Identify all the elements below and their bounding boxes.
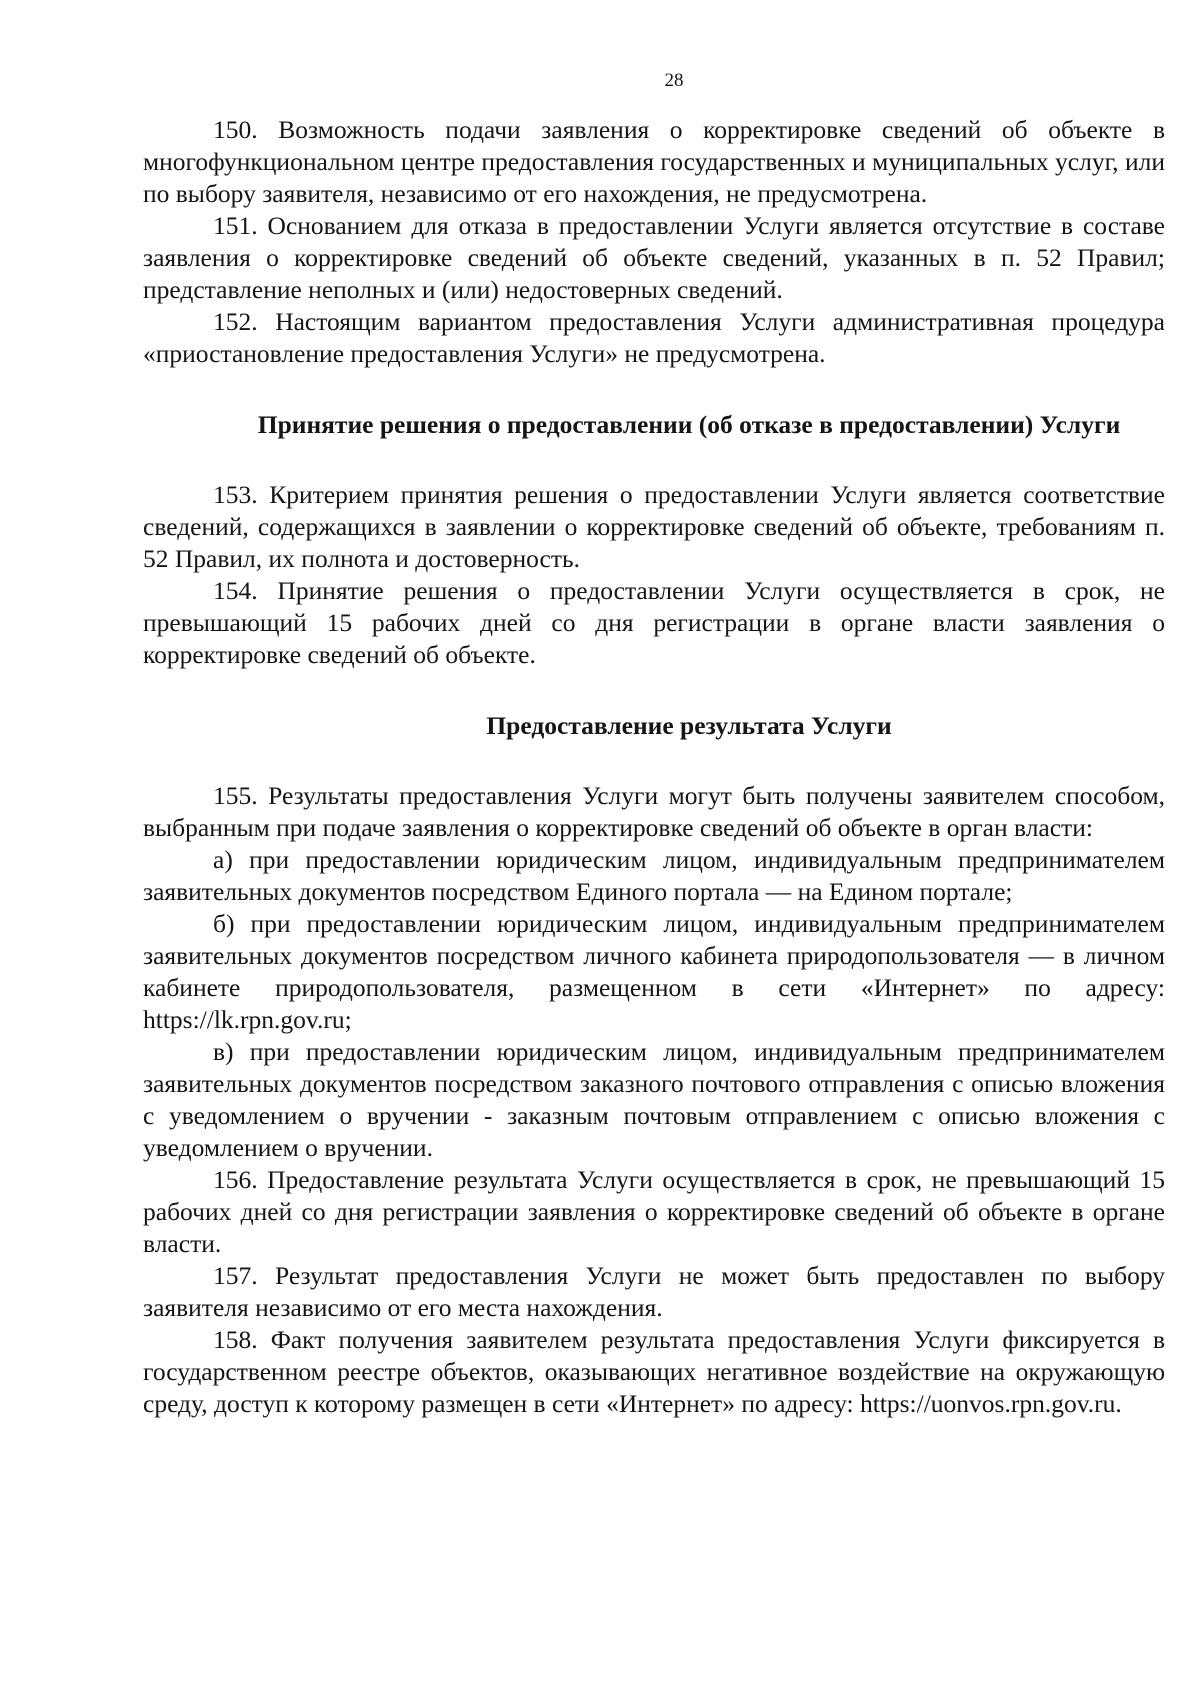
- document-page: [143, 70, 1165, 1420]
- paragraph-155: 155. Результаты предоставления Услуги могут быть получены заявителем способом, выбранным при подаче заявления о корректировке сведений об объекте в орган власти:: [143, 781, 1165, 842]
- paragraph-150: 150. Возможность подачи заявления о корректировке сведений об объекте в многофункциональном центре предоставления государственных и муниципальных услуг, или по выбору заявителя, независимо от его нахождения, не предусмотрена.: [143, 115, 1165, 208]
- section-heading-decision: Принятие решения о предоставлении (об отказе в предоставлении) Услуги: [257, 410, 1121, 439]
- paragraph-153: 153. Критерием принятия решения о предоставлении Услуги является соответствие сведений, содержащихся в заявлении о корректировке сведений об объекте, требованиям п. 52 Правил, их полнота и достоверность.: [143, 480, 1165, 573]
- section-heading-result: Предоставление результата Услуги: [486, 711, 892, 740]
- page-number: 28: [664, 70, 684, 91]
- paragraph-156: 156. Предоставление результата Услуги осуществляется в срок, не превышающий 15 рабочих дней со дня регистрации заявления о корректировке сведений об объекте в органе власти.: [143, 1165, 1165, 1258]
- paragraph-157: 157. Результат предоставления Услуги не может быть предоставлен по выбору заявителя независимо от его места нахождения.: [143, 1261, 1165, 1322]
- paragraph-155-b: б) при предоставлении юридическим лицом, индивидуальным предпринимателем заявительных документов посредством личного кабинета природопользователя — в личном кабинете природопользователя, размещенном в сети «Интернет» по адресу: https://lk.rpn.gov.ru;: [143, 909, 1165, 1034]
- paragraph-158: 158. Факт получения заявителем результата предоставления Услуги фиксируется в государственном реестре объектов, оказывающих негативное воздействие на окружающую среду, доступ к которому размещен в сети «Интернет» по адресу: https://uonvos.rpn.gov.ru.: [143, 1325, 1165, 1418]
- paragraph-151: 151. Основанием для отказа в предоставлении Услуги является отсутствие в составе заявления о корректировке сведений об объекте сведений, указанных в п. 52 Правил; представление неполных и (или) недостоверных сведений.: [143, 211, 1165, 304]
- paragraph-152: 152. Настоящим вариантом предоставления Услуги административная процедура «приостановление предоставления Услуги» не предусмотрена.: [143, 307, 1165, 368]
- paragraph-155-a: а) при предоставлении юридическим лицом, индивидуальным предпринимателем заявительных документов посредством Единого портала — на Едином портале;: [143, 845, 1165, 906]
- paragraph-155-c: в) при предоставлении юридическим лицом, индивидуальным предпринимателем заявительных документов посредством заказного почтового отправления с описью вложения с уведомлением о вручении - заказным почтовым отправлением с описью вложения с уведомлением о вручении.: [143, 1037, 1165, 1162]
- paragraph-154: 154. Принятие решения о предоставлении Услуги осуществляется в срок, не превышающий 15 рабочих дней со дня регистрации в органе власти заявления о корректировке сведений об объекте.: [143, 576, 1165, 669]
